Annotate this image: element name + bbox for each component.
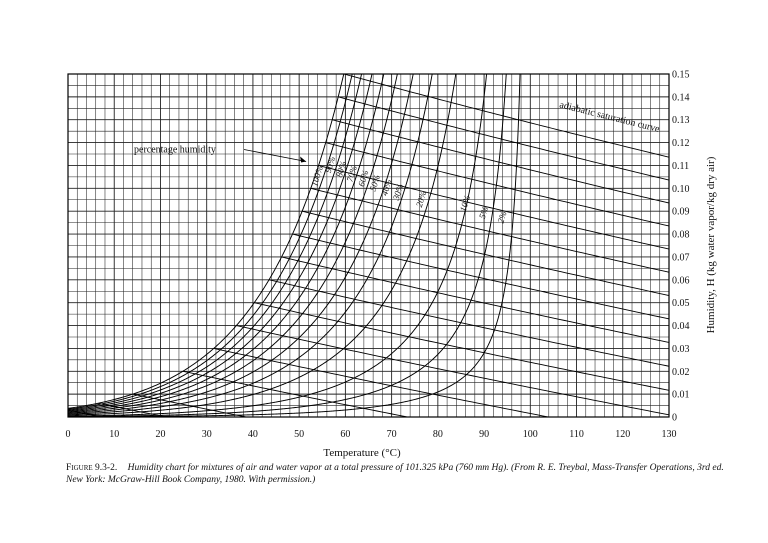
y-tick-label: 0.05 bbox=[672, 298, 690, 310]
curve-label-10pct: 10% bbox=[457, 194, 473, 213]
x-tick-label: 70 bbox=[386, 429, 397, 440]
x-tick-label: 130 bbox=[661, 429, 677, 440]
y-tick-label: 0.09 bbox=[672, 206, 690, 218]
curve-label-30pct: 30% bbox=[390, 182, 406, 202]
y-tick-label: 0.11 bbox=[672, 160, 690, 172]
x-tick-label: 10 bbox=[109, 429, 120, 440]
y-tick-label: 0.13 bbox=[672, 115, 690, 127]
x-tick-label: 60 bbox=[340, 429, 351, 440]
curve-label-60pct: 60% bbox=[356, 168, 371, 188]
adiabatic-line bbox=[282, 257, 689, 347]
x-tick-label: 50 bbox=[294, 429, 305, 440]
curve-label-100pct: 100% bbox=[309, 164, 325, 188]
y-tick-label: 0.07 bbox=[672, 252, 690, 264]
curve-label-5pct: 5% bbox=[476, 205, 491, 220]
curve-label-80pct: 80% bbox=[333, 159, 349, 179]
x-tick-labels bbox=[66, 429, 677, 440]
y-tick-label: 0.12 bbox=[672, 138, 690, 150]
x-tick-label: 0 bbox=[65, 429, 71, 440]
humidity-curve-30pct bbox=[68, 52, 436, 414]
curve-label-70pct: 70% bbox=[344, 164, 359, 184]
x-axis-title: Temperature (°C) bbox=[323, 447, 401, 459]
adiabatic-line bbox=[292, 234, 690, 323]
y-tick-label: 0.15 bbox=[672, 69, 690, 81]
adiabatic-saturation-annotation: adiabatic saturation curve bbox=[558, 99, 661, 136]
x-tick-label: 90 bbox=[479, 429, 490, 440]
adiabatic-lines bbox=[68, 74, 691, 421]
x-tick-label: 120 bbox=[615, 429, 631, 440]
y-axis-title: Humidity, H (kg water vapor/kg dry air) bbox=[705, 156, 717, 334]
curve-label-20pct: 20% bbox=[413, 189, 429, 209]
y-tick-label: 0.02 bbox=[672, 366, 690, 378]
adiabatic-line bbox=[236, 326, 689, 419]
adiabatic-line bbox=[338, 97, 689, 185]
curve-label-40pct: 40% bbox=[379, 178, 394, 197]
y-tick-label: 0.10 bbox=[672, 183, 690, 195]
x-tick-label: 40 bbox=[247, 429, 258, 440]
y-tick-label: 0.04 bbox=[672, 321, 690, 333]
grid bbox=[68, 74, 669, 417]
y-tick-label: 0 bbox=[672, 412, 677, 424]
y-tick-label: 0.06 bbox=[672, 275, 690, 287]
figure-number: Figure 9.3-2. bbox=[66, 463, 118, 473]
humidity-curve-40pct bbox=[68, 52, 418, 414]
leader-arrowhead bbox=[300, 157, 306, 163]
humidity-curve-5pct bbox=[68, 58, 507, 416]
humidity-curve-50pct bbox=[68, 52, 402, 412]
percentage-humidity-annotation: percentage humidity bbox=[134, 144, 216, 156]
y-tick-label: 0.14 bbox=[672, 92, 690, 104]
curve-label-50pct: 50% bbox=[367, 173, 383, 193]
figure-caption-text: Humidity chart for mixtures of air and water vapor at a total pressure of 101.325 kPa (760 mm Hg). (From R. E. Treybal, Mass-Transfer Operations, 3rd ed. New York: McGraw-Hill Book Company, 1980. With permission.) bbox=[66, 463, 724, 485]
x-tick-label: 100 bbox=[522, 429, 538, 440]
curve-label-2pct: 2% bbox=[495, 210, 509, 225]
humidity-curve-100pct bbox=[68, 55, 348, 409]
y-tick-label: 0.08 bbox=[672, 229, 690, 241]
humidity-curve-2pct bbox=[68, 70, 520, 417]
x-tick-label: 30 bbox=[201, 429, 212, 440]
curve-label-90pct: 90% bbox=[322, 155, 338, 174]
x-tick-label: 80 bbox=[432, 429, 443, 440]
y-tick-label: 0.01 bbox=[672, 389, 690, 401]
x-tick-label: 20 bbox=[155, 429, 166, 440]
y-tick-labels bbox=[672, 70, 690, 424]
y-tick-label: 0.03 bbox=[672, 343, 690, 355]
x-tick-label: 110 bbox=[569, 429, 584, 440]
figure-caption bbox=[66, 462, 726, 486]
